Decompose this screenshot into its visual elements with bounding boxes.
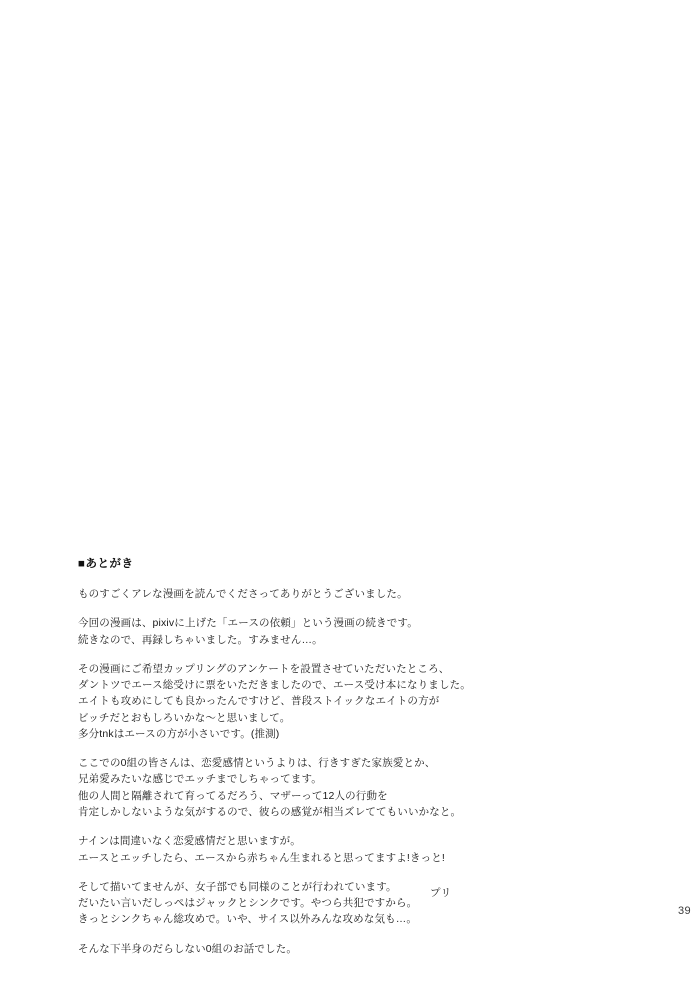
afterword-paragraph	[78, 661, 618, 742]
page-number: 39	[678, 905, 692, 917]
afterword-line: その漫画にご希望カップリングのアンケートを設置させていただいたところ、	[78, 662, 450, 675]
afterword-line: ここでの0組の皆さんは、恋愛感情というよりは、行きすぎた家族愛とか、	[78, 757, 436, 770]
afterword-line: 肯定しかしないような気がするので、彼らの感覚が相当ズレててもいいかなと。	[78, 806, 462, 819]
afterword-line: 多分tnkはエースの方が小さいです。(推測)	[78, 727, 280, 740]
afterword-line: エースとエッチしたら、エースから赤ちゃん生まれると思ってますよ!きっと!	[78, 851, 445, 864]
author-signature: プリ	[430, 887, 452, 899]
afterword-line: 今回の漫画は、pixivに上げた「エースの依頼」という漫画の続きです。	[78, 617, 418, 630]
afterword-heading: ■あとがき	[78, 558, 134, 570]
afterword-paragraph	[78, 879, 618, 928]
afterword-paragraph	[78, 833, 618, 866]
afterword-line: ダントツでエース総受けに票をいただきましたので、エース受け本になりました。	[78, 679, 471, 692]
afterword-line: エイトも攻めにしても良かったんですけど、普段ストイックなエイトの方が	[78, 695, 440, 708]
afterword-paragraph	[78, 941, 618, 957]
afterword-paragraph	[78, 615, 618, 648]
afterword-line: だいたい言いだしっぺはジャックとシンクです。やつら共犯ですから。	[78, 897, 418, 910]
afterword-line: ものすごくアレな漫画を読んでくださってありがとうございました。	[78, 588, 408, 601]
afterword-line: ナインは間違いなく恋愛感情だと思いますが。	[78, 835, 301, 848]
afterword-line: そんな下半身のだらしない0組のお話でした。	[78, 942, 297, 955]
afterword-line: 兄弟愛みたいな感じでエッチまでしちゃってます。	[78, 773, 322, 786]
afterword-line: そして描いてませんが、女子部でも同様のことが行われています。	[78, 880, 397, 893]
afterword-line: ビッチだとおもしろいかな〜と思いまして。	[78, 711, 291, 724]
afterword-section	[78, 556, 618, 957]
afterword-line: きっとシンクちゃん総攻めで。いや、サイス以外みんな攻めな気も…。	[78, 913, 418, 926]
afterword-paragraph	[78, 586, 618, 602]
afterword-paragraph	[78, 755, 618, 820]
afterword-line: 他の人間と隔離されて育ってるだろう、マザーって12人の行動を	[78, 789, 388, 802]
afterword-line: 続きなので、再録しちゃいました。すみません…。	[78, 633, 323, 646]
